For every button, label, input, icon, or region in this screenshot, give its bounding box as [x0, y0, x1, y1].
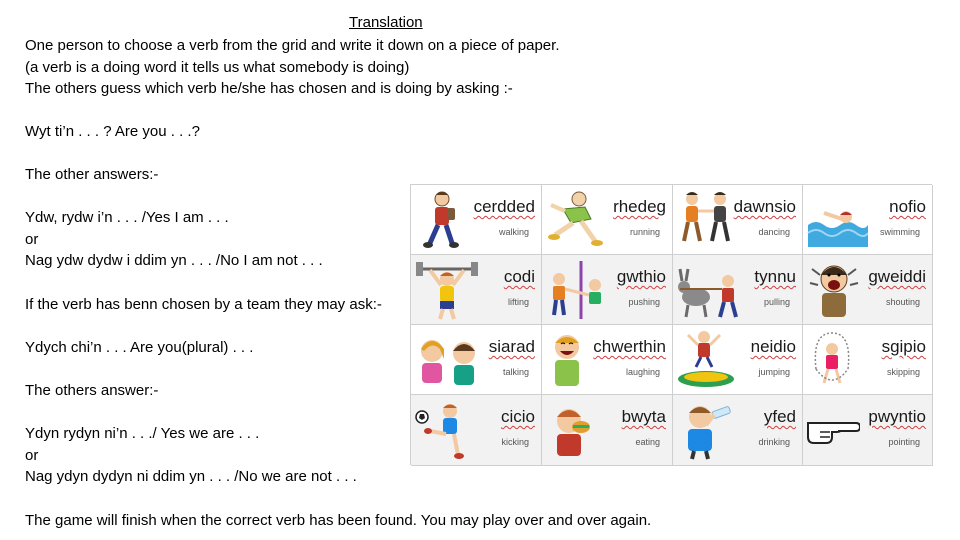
verb-english: running — [629, 227, 660, 237]
verb-welsh: nofio — [889, 197, 926, 216]
verb-cell-chwerthin — [542, 325, 673, 395]
verb-cell-nofio — [803, 185, 933, 255]
talking-children-icon — [414, 329, 482, 391]
verb-english: lifting — [507, 297, 529, 307]
pointing-hand-icon — [806, 399, 860, 461]
pushing-kids-icon — [545, 259, 611, 321]
answers-heading: The other answers:- — [25, 166, 159, 183]
walking-person-icon — [414, 189, 470, 251]
verb-english: talking — [502, 367, 529, 377]
verb-welsh: cerdded — [473, 197, 535, 216]
verb-cell-gwthio — [542, 255, 673, 325]
verb-welsh: sgipio — [881, 337, 926, 356]
answer-no-line: Nag ydw dydw i ddim yn . . . /No I am not . . . — [25, 252, 323, 269]
verb-cell-dawnsio — [673, 185, 803, 255]
verb-english: jumping — [758, 367, 790, 377]
drinking-boy-icon — [676, 399, 738, 461]
verb-english: eating — [635, 437, 660, 447]
verb-cell-cicio — [411, 395, 542, 466]
game-end-line: The game will finish when the correct verb has been found. You may play over and over again. — [25, 512, 652, 529]
verb-english: pulling — [763, 297, 790, 307]
trampoline-jumping-icon — [676, 329, 738, 391]
verb-welsh: pwyntio — [868, 407, 926, 426]
or-line: or — [25, 447, 39, 464]
plural-answer-no-line: Nag ydyn dydyn ni ddim yn . . . /No we are not . . . — [25, 468, 357, 485]
verb-cell-cerdded — [411, 185, 542, 255]
verb-english: kicking — [501, 437, 529, 447]
verb-english: shouting — [885, 297, 920, 307]
instruction-line: The others guess which verb he/she has chosen and is doing by asking :- — [25, 80, 513, 97]
kicking-ball-icon — [414, 399, 476, 461]
verb-welsh: dawnsio — [733, 197, 796, 216]
verb-cell-siarad — [411, 325, 542, 395]
plural-question-line: Ydych chi’n . . . Are you(plural) . . . — [25, 339, 254, 356]
answer-yes-line: Ydw, rydw i’n . . . /Yes I am . . . — [25, 209, 229, 226]
page-title: Translation — [349, 14, 423, 31]
verb-english: pointing — [888, 437, 920, 447]
verb-cell-codi — [411, 255, 542, 325]
verb-cell-rhedeg — [542, 185, 673, 255]
verb-welsh: tynnu — [754, 267, 796, 286]
question-line: Wyt ti’n . . . ? Are you . . .? — [25, 123, 200, 140]
verb-english: skipping — [886, 367, 920, 377]
eating-boy-icon — [545, 399, 601, 461]
verb-cell-sgipio — [803, 325, 933, 395]
verb-definition-line: (a verb is a doing word it tells us what somebody is doing) — [25, 59, 410, 76]
verb-welsh: siarad — [488, 337, 535, 356]
dancing-people-icon — [676, 189, 738, 251]
instruction-line: One person to choose a verb from the grid and write it down on a piece of paper. — [25, 37, 560, 54]
verb-welsh: rhedeg — [613, 197, 666, 216]
plural-answer-yes-line: Ydyn rydyn ni’n . . ./ Yes we are . . . — [25, 425, 260, 442]
verb-welsh: gweiddi — [868, 267, 926, 286]
or-line: or — [25, 231, 39, 248]
weightlifter-icon — [414, 259, 480, 321]
verb-welsh: gwthio — [616, 267, 666, 286]
verb-grid — [410, 184, 932, 465]
pulling-donkey-icon — [676, 259, 742, 321]
verb-english: walking — [498, 227, 529, 237]
verb-welsh: yfed — [763, 407, 796, 426]
verb-english: pushing — [628, 297, 660, 307]
shouting-person-icon — [806, 259, 862, 321]
verb-welsh: cicio — [500, 407, 535, 426]
verb-cell-pwyntio — [803, 395, 933, 466]
verb-cell-tynnu — [673, 255, 803, 325]
running-person-icon — [545, 189, 605, 251]
answers-heading: The others answer:- — [25, 382, 159, 399]
team-instruction-line: If the verb has benn chosen by a team they may ask:- — [25, 296, 382, 313]
verb-welsh: neidio — [750, 337, 796, 356]
verb-cell-neidio — [673, 325, 803, 395]
verb-welsh: chwerthin — [593, 337, 666, 356]
skipping-rope-icon — [806, 329, 858, 391]
verb-cell-yfed — [673, 395, 803, 466]
verb-cell-bwyta — [542, 395, 673, 466]
verb-english: drinking — [758, 437, 790, 447]
verb-welsh: codi — [503, 267, 535, 286]
laughing-boy-icon — [545, 329, 593, 391]
swimming-person-icon — [806, 189, 868, 251]
verb-cell-gweiddi — [803, 255, 933, 325]
verb-english: swimming — [879, 227, 920, 237]
verb-english: dancing — [758, 227, 790, 237]
verb-english: laughing — [625, 367, 660, 377]
verb-welsh: bwyta — [621, 407, 666, 426]
